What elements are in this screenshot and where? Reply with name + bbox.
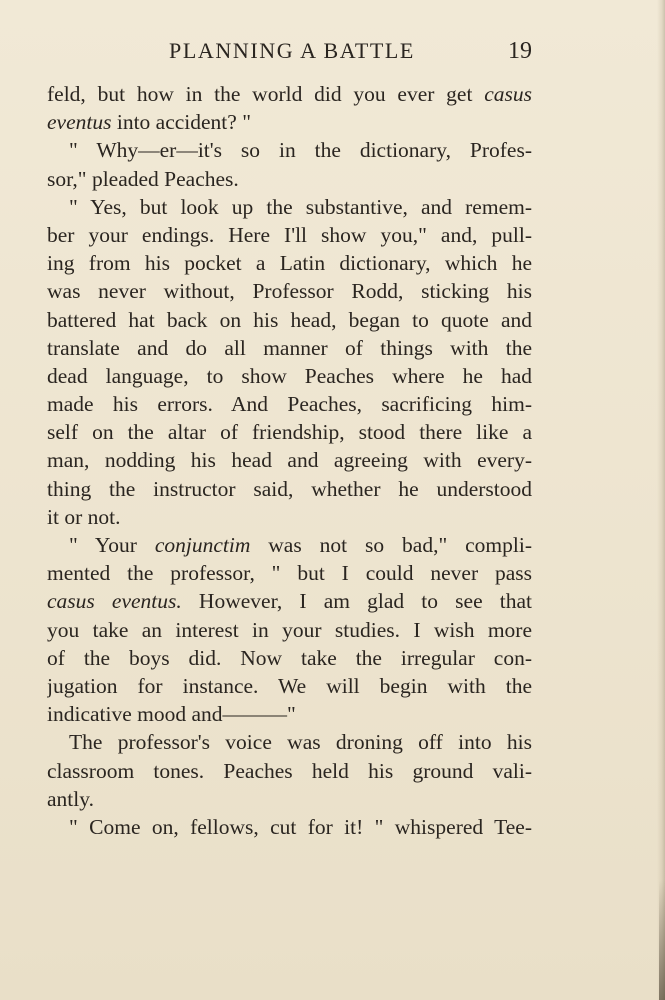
text-line xyxy=(47,587,532,615)
line-italic-text: casus eventus. xyxy=(47,589,182,614)
text-line xyxy=(47,418,532,446)
line-text: of the boys did. Now take the irregular con- xyxy=(47,645,532,670)
line-text: antly. xyxy=(47,786,94,811)
line-italic-text: eventus xyxy=(47,110,112,135)
text-line xyxy=(47,644,532,672)
text-line xyxy=(47,306,532,334)
text-line xyxy=(47,221,532,249)
line-text: " Why—er—it's so in the dictionary, Profes- xyxy=(69,138,532,163)
line-text: was never without, Professor Rodd, sticking his xyxy=(47,279,532,304)
text-line xyxy=(47,362,532,390)
body-text xyxy=(47,80,532,841)
text-line xyxy=(47,193,532,221)
line-text: mented the professor, " but I could never pass xyxy=(47,561,532,586)
page-number: 19 xyxy=(508,38,532,64)
line-text-after: However, I am glad to see that xyxy=(181,589,532,614)
line-text: The professor's voice was droning off into his xyxy=(69,730,532,755)
text-line xyxy=(47,277,532,305)
text-line xyxy=(47,700,532,728)
text-line xyxy=(47,165,532,193)
text-line xyxy=(47,475,532,503)
running-title: PLANNING A BATTLE xyxy=(169,38,415,63)
text-line xyxy=(47,559,532,587)
line-text: " Come on, fellows, cut for it! " whispered Tee- xyxy=(69,814,532,839)
line-text: dead language, to show Peaches where he had xyxy=(47,363,532,388)
line-text: man, nodding his head and agreeing with every- xyxy=(47,448,532,473)
line-text: it or not. xyxy=(47,504,121,529)
text-line xyxy=(47,785,532,813)
text-line xyxy=(47,334,532,362)
line-text: jugation for instance. We will begin with the xyxy=(47,673,532,698)
line-text: thing the instructor said, whether he understood xyxy=(47,476,532,501)
line-italic-text: conjunctim xyxy=(154,533,251,557)
text-line xyxy=(47,446,532,474)
text-line xyxy=(47,672,532,700)
text-line xyxy=(47,249,532,277)
text-line xyxy=(47,813,532,841)
line-text: translate and do all manner of things with the xyxy=(47,335,532,360)
text-line xyxy=(47,531,532,559)
line-text: " Yes, but look up the substantive, and remem- xyxy=(69,194,532,219)
text-line xyxy=(47,80,532,108)
line-text: sor," pleaded Peaches. xyxy=(47,166,239,191)
text-line xyxy=(47,757,532,785)
text-line xyxy=(47,503,532,531)
line-italic-text: casus xyxy=(484,82,532,106)
text-line xyxy=(47,390,532,418)
line-text: self on the altar of friendship, stood there like a xyxy=(47,420,532,445)
line-text: you take an interest in your studies. I wish more xyxy=(47,617,532,642)
text-line xyxy=(47,616,532,644)
page-edge-shadow xyxy=(659,880,665,1000)
text-line xyxy=(47,728,532,756)
line-text: battered hat back on his head, began to quote and xyxy=(47,307,532,332)
line-text: indicative mood and———" xyxy=(47,702,296,727)
text-line xyxy=(47,136,532,164)
page-edge xyxy=(657,0,665,1000)
line-text-after: was not so bad," compli- xyxy=(250,533,532,557)
line-text: feld, but how in the world did you ever get xyxy=(47,82,485,106)
line-text: " Your xyxy=(69,533,155,557)
line-text: made his errors. And Peaches, sacrificing him- xyxy=(47,392,532,417)
line-text-after: into accident? " xyxy=(111,110,251,135)
line-text: ber your endings. Here I'll show you," and, pull- xyxy=(47,222,532,247)
running-head xyxy=(0,36,665,66)
line-text: ing from his pocket a Latin dictionary, which he xyxy=(47,251,532,276)
text-line xyxy=(47,108,532,136)
line-text: classroom tones. Peaches held his ground vali- xyxy=(47,758,532,783)
